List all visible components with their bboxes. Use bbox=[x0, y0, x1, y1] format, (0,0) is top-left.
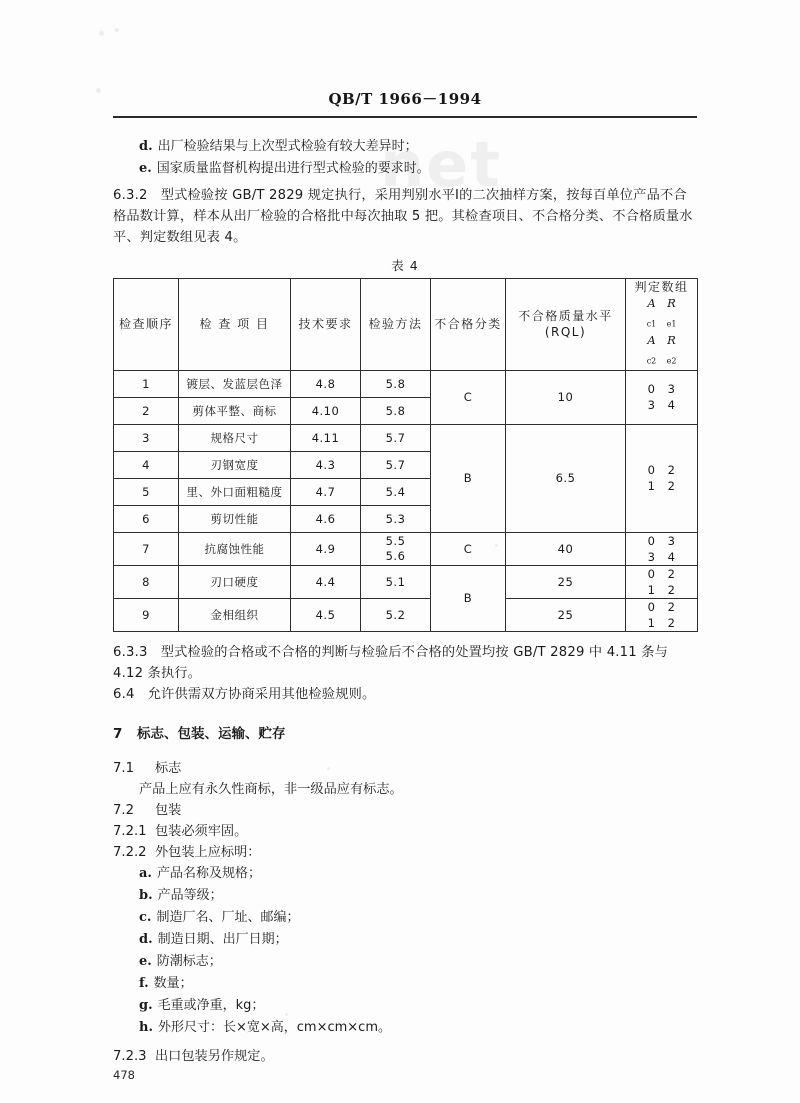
list-text: 毛重或净重，kg； bbox=[157, 997, 265, 1013]
clause-text: 包装必须牢固。 bbox=[155, 823, 248, 839]
header-item: 检 查 项 目 bbox=[179, 279, 291, 371]
cell-method: 5.8 bbox=[361, 397, 431, 424]
list-item bbox=[113, 136, 697, 158]
list-marker: g. bbox=[139, 997, 153, 1013]
cell-order: 2 bbox=[114, 397, 179, 424]
list-item bbox=[113, 1017, 697, 1039]
clause-7-2 bbox=[113, 800, 697, 821]
clause-number: 7.2 bbox=[113, 802, 134, 818]
list-text: 制造日期、出厂日期； bbox=[157, 931, 288, 947]
cell-order: 8 bbox=[114, 565, 179, 598]
list-text: 数量； bbox=[153, 975, 193, 991]
page-number: 478 bbox=[113, 1068, 135, 1082]
list-item bbox=[113, 995, 697, 1017]
header-order: 检查顺序 bbox=[114, 279, 179, 371]
cell-tech: 4.3 bbox=[291, 451, 361, 478]
clause-text: 型式检验按 GB/T 2829 规定执行，采用判别水平Ⅰ的二次抽样方案，按每百单位产品不合格品数计算，样本从出厂检验的合格批中每次抽取 5 把。其检查项目、不合格分类、不合格质量水平、判定数组见表 4。 bbox=[113, 188, 693, 245]
clause-6-3-2 bbox=[113, 185, 697, 248]
watermark: net bbox=[380, 128, 502, 201]
list-text: 制造厂名、厂址、邮编； bbox=[156, 909, 300, 925]
table-row bbox=[114, 598, 698, 631]
cell-item: 金相组织 bbox=[179, 598, 291, 631]
cell-item: 剪体平整、商标 bbox=[179, 397, 291, 424]
header-decision-row1: $A_{c1}R_{e1}$ bbox=[646, 296, 677, 329]
cell-rql: 25 bbox=[506, 598, 626, 631]
clause-body: 产品上应有永久性商标，非一级品应有标志。 bbox=[139, 781, 403, 797]
cell-decision: 0 3 3 4 bbox=[626, 532, 698, 565]
page-content bbox=[113, 0, 697, 1067]
cell-method: 5.4 bbox=[361, 478, 431, 505]
clause-7-2-3 bbox=[113, 1046, 697, 1067]
clause-number: 6.4 bbox=[113, 686, 135, 702]
list-marker: c. bbox=[139, 909, 152, 925]
cell-item: 刃钢宽度 bbox=[179, 451, 291, 478]
top-list bbox=[113, 136, 697, 180]
cell-tech: 4.5 bbox=[291, 598, 361, 631]
header-classification: 不合格分类 bbox=[431, 279, 506, 371]
cell-item: 镀层、发蓝层色泽 bbox=[179, 370, 291, 397]
table-row bbox=[114, 370, 698, 397]
cell-item: 里、外口面粗糙度 bbox=[179, 478, 291, 505]
cell-tech: 4.7 bbox=[291, 478, 361, 505]
clause-text: 外包装上应标明： bbox=[155, 844, 261, 860]
cell-method: 5.7 bbox=[361, 424, 431, 451]
list-text: 出厂检验结果与上次型式检验有较大差异时； bbox=[157, 139, 418, 154]
cell-method: 5.7 bbox=[361, 451, 431, 478]
header-tech: 技术要求 bbox=[291, 279, 361, 371]
table-row bbox=[114, 424, 698, 451]
list-marker: e. bbox=[139, 161, 152, 176]
inspection-table bbox=[113, 278, 698, 632]
clause-title: 标志 bbox=[155, 760, 182, 776]
clause-number: 7.2.3 bbox=[113, 1048, 147, 1064]
cell-method-line1: 5.5 bbox=[385, 533, 406, 548]
section-7-heading bbox=[113, 723, 697, 745]
cell-item: 剪切性能 bbox=[179, 505, 291, 532]
cell-order: 5 bbox=[114, 478, 179, 505]
clause-text: 出口包装另作规定。 bbox=[155, 1048, 274, 1064]
cell-classification: C bbox=[431, 370, 506, 424]
section-number: 7 bbox=[113, 725, 123, 742]
cell-item: 规格尺寸 bbox=[179, 424, 291, 451]
clause-paragraph bbox=[113, 684, 697, 705]
cell-order: 9 bbox=[114, 598, 179, 631]
clause-paragraph bbox=[113, 642, 697, 684]
cell-tech: 4.9 bbox=[291, 532, 361, 565]
cell-method: 5.2 bbox=[361, 598, 431, 631]
list-marker: d. bbox=[139, 931, 153, 947]
cell-tech: 4.10 bbox=[291, 397, 361, 424]
clause-7-2-2 bbox=[113, 842, 697, 863]
standard-number: QB/T 1966－1994 bbox=[328, 90, 482, 108]
clause-6-3-3 bbox=[113, 642, 697, 684]
cell-method: 5.1 bbox=[361, 565, 431, 598]
cell-rql: 25 bbox=[506, 565, 626, 598]
cell-method-line2: 5.6 bbox=[385, 548, 406, 563]
clause-7-2-1 bbox=[113, 821, 697, 842]
list-text: 防潮标志； bbox=[156, 953, 222, 969]
cell-order: 7 bbox=[114, 532, 179, 565]
section-title: 标志、包装、运输、贮存 bbox=[137, 725, 286, 742]
clause-number: 7.2.1 bbox=[113, 823, 147, 839]
cell-item: 抗腐蚀性能 bbox=[179, 532, 291, 565]
clause-number: 6.3.2 bbox=[113, 188, 148, 203]
clause-number: 6.3.3 bbox=[113, 644, 148, 660]
list-item bbox=[113, 929, 697, 951]
list-item bbox=[113, 158, 697, 180]
list-marker: a. bbox=[139, 865, 152, 881]
cell-item: 刃口硬度 bbox=[179, 565, 291, 598]
cell-classification: C bbox=[431, 532, 506, 565]
header-decision-row2: $A_{c2}R_{e2}$ bbox=[646, 333, 677, 366]
clause-number: 7.2.2 bbox=[113, 844, 147, 860]
cell-decision: 0 3 3 4 bbox=[626, 370, 698, 424]
clause-heading bbox=[113, 800, 697, 821]
cell-rql: 6.5 bbox=[506, 424, 626, 532]
list-item bbox=[113, 951, 697, 973]
list-marker: b. bbox=[139, 887, 153, 903]
list-marker: e. bbox=[139, 953, 152, 969]
section-heading bbox=[113, 723, 697, 745]
header-rule bbox=[113, 116, 697, 118]
cell-tech: 4.4 bbox=[291, 565, 361, 598]
header-rql-line1: 不合格质量水平 bbox=[518, 309, 613, 324]
list-item bbox=[113, 885, 697, 907]
clause-heading bbox=[113, 758, 697, 779]
cell-order: 3 bbox=[114, 424, 179, 451]
clause-paragraph bbox=[113, 1046, 697, 1067]
list-text: 外形尺寸：长×宽×高，cm×cm×cm。 bbox=[157, 1019, 391, 1035]
clause-paragraph bbox=[113, 821, 697, 842]
table-row bbox=[114, 532, 698, 565]
clause-text: 型式检验的合格或不合格的判断与检验后不合格的处置均按 GB/T 2829 中 4.11 条与 4.12 条执行。 bbox=[113, 644, 669, 681]
list-marker: f. bbox=[139, 975, 149, 991]
cell-method bbox=[361, 532, 431, 565]
header-decision bbox=[626, 279, 698, 371]
cell-rql: 10 bbox=[506, 370, 626, 424]
list-item bbox=[113, 973, 697, 995]
list-text: 国家质量监督机构提出进行型式检验的要求时。 bbox=[156, 161, 430, 176]
clause-paragraph bbox=[113, 842, 697, 863]
clause-number: 7.1 bbox=[113, 760, 134, 776]
cell-rql: 40 bbox=[506, 532, 626, 565]
header-decision-title: 判定数组 bbox=[634, 280, 689, 294]
cell-classification: B bbox=[431, 424, 506, 532]
clause-6-4 bbox=[113, 684, 697, 705]
cell-method: 5.3 bbox=[361, 505, 431, 532]
table-header-row bbox=[114, 279, 698, 371]
cell-order: 4 bbox=[114, 451, 179, 478]
table-caption: 表 4 bbox=[391, 258, 419, 273]
header-rql-line2: (RQL) bbox=[544, 325, 587, 340]
cell-tech: 4.6 bbox=[291, 505, 361, 532]
clause-title: 包装 bbox=[155, 802, 182, 818]
cell-tech: 4.11 bbox=[291, 424, 361, 451]
list-marker: h. bbox=[139, 1019, 153, 1035]
cell-decision: 0 2 1 2 bbox=[626, 424, 698, 532]
cell-order: 6 bbox=[114, 505, 179, 532]
list-item bbox=[113, 863, 697, 885]
clause-7-1 bbox=[113, 758, 697, 800]
table-row bbox=[114, 565, 698, 598]
cell-tech: 4.8 bbox=[291, 370, 361, 397]
cell-decision: 0 2 1 2 bbox=[626, 565, 698, 598]
cell-method: 5.8 bbox=[361, 370, 431, 397]
cell-classification: B bbox=[431, 565, 506, 631]
cell-decision: 0 2 1 2 bbox=[626, 598, 698, 631]
packaging-list bbox=[113, 863, 697, 1039]
list-text: 产品等级； bbox=[157, 887, 223, 903]
clause-text: 允许供需双方协商采用其他检验规则。 bbox=[147, 686, 376, 702]
cell-order: 1 bbox=[114, 370, 179, 397]
list-marker: d. bbox=[139, 139, 153, 154]
list-item bbox=[113, 907, 697, 929]
list-text: 产品名称及规格； bbox=[156, 865, 261, 881]
header-method: 检验方法 bbox=[361, 279, 431, 371]
clause-paragraph bbox=[113, 185, 697, 248]
header-rql bbox=[506, 279, 626, 371]
